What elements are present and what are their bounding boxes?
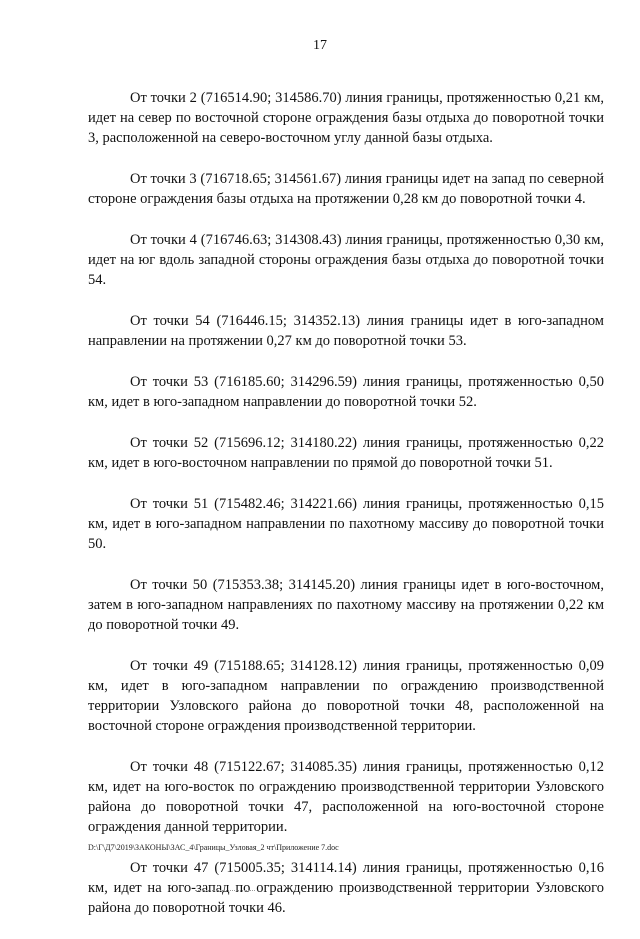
boundary-paragraph-point-49: От точки 49 (715188.65; 314128.12) линия границы, протяженностью 0,09 км, идет в юго-западном направлении по ограждению производственной территории Узловского района до поворотной точки 48, расположенной на восточной стороне ограждения производственной территории. (88, 658, 604, 734)
scan-mark (390, 890, 445, 892)
boundary-paragraph-point-2: От точки 2 (716514.90; 314586.70) линия границы, протяженностью 0,21 км, идет на север по восточной стороне ограждения базы отдыха до поворотной точки 3, расположенной на северо-восточном углу данной базы отдыха. (88, 90, 604, 146)
boundary-paragraph-point-48: От точки 48 (715122.67; 314085.35) линия границы, протяженностью 0,12 км, идет на юго-восток по ограждению производственной территории Узловского района до поворотной точки 47, расположенной на юго-восточной стороне ограждения данной территории. (88, 759, 604, 835)
boundary-paragraph-point-3: От точки 3 (716718.65; 314561.67) линия границы идет на запад по северной стороне ограждения базы отдыха на протяжении 0,28 км до поворотной точки 4. (88, 171, 604, 207)
boundary-paragraph-point-4: От точки 4 (716746.63; 314308.43) линия границы, протяженностью 0,30 км, идет на юг вдоль западной стороны ограждения базы отдыха до поворотной точки 54. (88, 232, 604, 288)
boundary-paragraph-point-52: От точки 52 (715696.12; 314180.22) линия границы, протяженностью 0,22 км, идет в юго-восточном направлении по прямой до поворотной точки 51. (88, 435, 604, 471)
document-body (88, 88, 604, 939)
boundary-paragraph-point-50: От точки 50 (715353.38; 314145.20) линия границы идет в юго-восточном, затем в юго-западном направлениях по пахотному массиву на протяжении 0,22 км до поворотной точки 49. (88, 577, 604, 633)
boundary-paragraph-point-53: От точки 53 (716185.60; 314296.59) линия границы, протяженностью 0,50 км, идет в юго-западном направлении до поворотной точки 52. (88, 374, 604, 410)
page-number: 17 (313, 38, 327, 53)
boundary-paragraph-point-54: От точки 54 (716446.15; 314352.13) линия границы идет в юго-западном направлении на протяжении 0,27 км до поворотной точки 53. (88, 313, 604, 349)
scan-mark (195, 890, 255, 892)
boundary-paragraph-point-47: От точки 47 (715005.35; 314114.14) линия границы, протяженностью 0,16 км, идет на юго-запад по ограждению производственной территории Узловского района до поворотной точки 46. (88, 860, 604, 916)
boundary-paragraph-point-51: От точки 51 (715482.46; 314221.66) линия границы, протяженностью 0,15 км, идет в юго-западном направлении по пахотному массиву до поворотной точки 50. (88, 496, 604, 552)
footer-file-path: D:\Г\Д7\2019\ЗАКОНЫ\ЗАС_4\Границы_Узловая_2 чт\Приложение 7.doc (88, 843, 339, 852)
scan-artifact-marks (0, 890, 640, 898)
